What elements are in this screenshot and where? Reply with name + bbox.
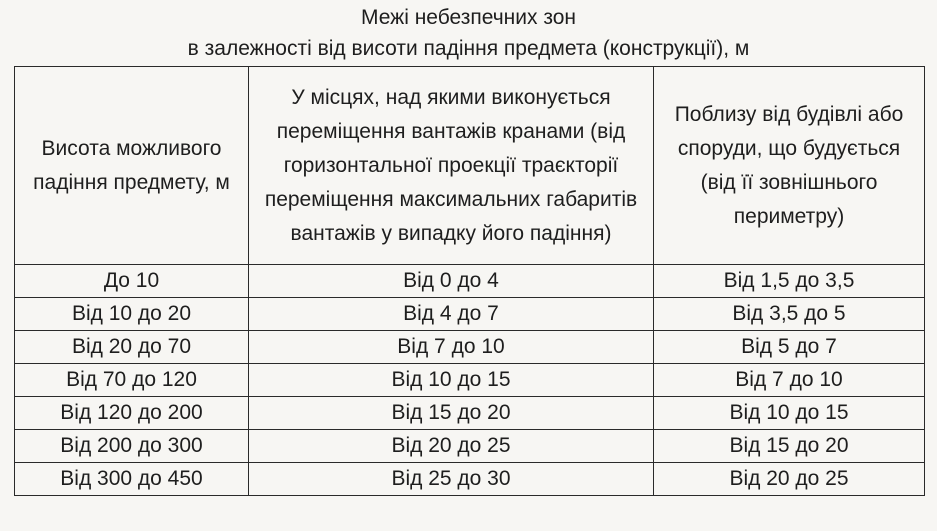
cell-crane-zone: Від 15 до 20 — [249, 397, 654, 430]
cell-crane-zone: Від 7 до 10 — [249, 331, 654, 364]
header-crane-zone: У місцях, над якими виконується переміщення вантажів кранами (від горизонтальної проекції траєкторії переміщення максимальних габаритів вантажів у випадку його падіння) — [249, 67, 654, 265]
cell-fall-height: Від 120 до 200 — [15, 397, 249, 430]
cell-fall-height: Від 10 до 20 — [15, 298, 249, 331]
cell-building-zone: Від 1,5 до 3,5 — [654, 265, 925, 298]
cell-building-zone: Від 3,5 до 5 — [654, 298, 925, 331]
cell-fall-height: Від 70 до 120 — [15, 364, 249, 397]
table-row — [15, 331, 925, 364]
cell-crane-zone: Від 25 до 30 — [249, 463, 654, 496]
cell-fall-height: Від 300 до 450 — [15, 463, 249, 496]
cell-building-zone: Від 20 до 25 — [654, 463, 925, 496]
cell-fall-height: До 10 — [15, 265, 249, 298]
table-row — [15, 430, 925, 463]
table-title: Межі небезпечних зон — [360, 6, 577, 29]
table-row — [15, 397, 925, 430]
cell-fall-height: Від 20 до 70 — [15, 331, 249, 364]
cell-crane-zone: Від 4 до 7 — [249, 298, 654, 331]
table-row — [15, 298, 925, 331]
header-building-zone: Поблизу від будівлі або споруди, що будується (від її зовнішнього периметру) — [654, 67, 925, 265]
header-fall-height: Висота можливого падіння предмету, м — [15, 67, 249, 265]
cell-fall-height: Від 200 до 300 — [15, 430, 249, 463]
header-row — [15, 67, 925, 265]
cell-crane-zone: Від 0 до 4 — [249, 265, 654, 298]
table-row — [15, 364, 925, 397]
danger-zones-table — [14, 66, 925, 496]
cell-crane-zone: Від 10 до 15 — [249, 364, 654, 397]
table-subtitle: в залежності від висоти падіння предмета (конструкції), м — [187, 37, 750, 60]
cell-crane-zone: Від 20 до 25 — [249, 430, 654, 463]
cell-building-zone: Від 5 до 7 — [654, 331, 925, 364]
cell-building-zone: Від 15 до 20 — [654, 430, 925, 463]
cell-building-zone: Від 10 до 15 — [654, 397, 925, 430]
table-row — [15, 463, 925, 496]
table-row — [15, 265, 925, 298]
cell-building-zone: Від 7 до 10 — [654, 364, 925, 397]
